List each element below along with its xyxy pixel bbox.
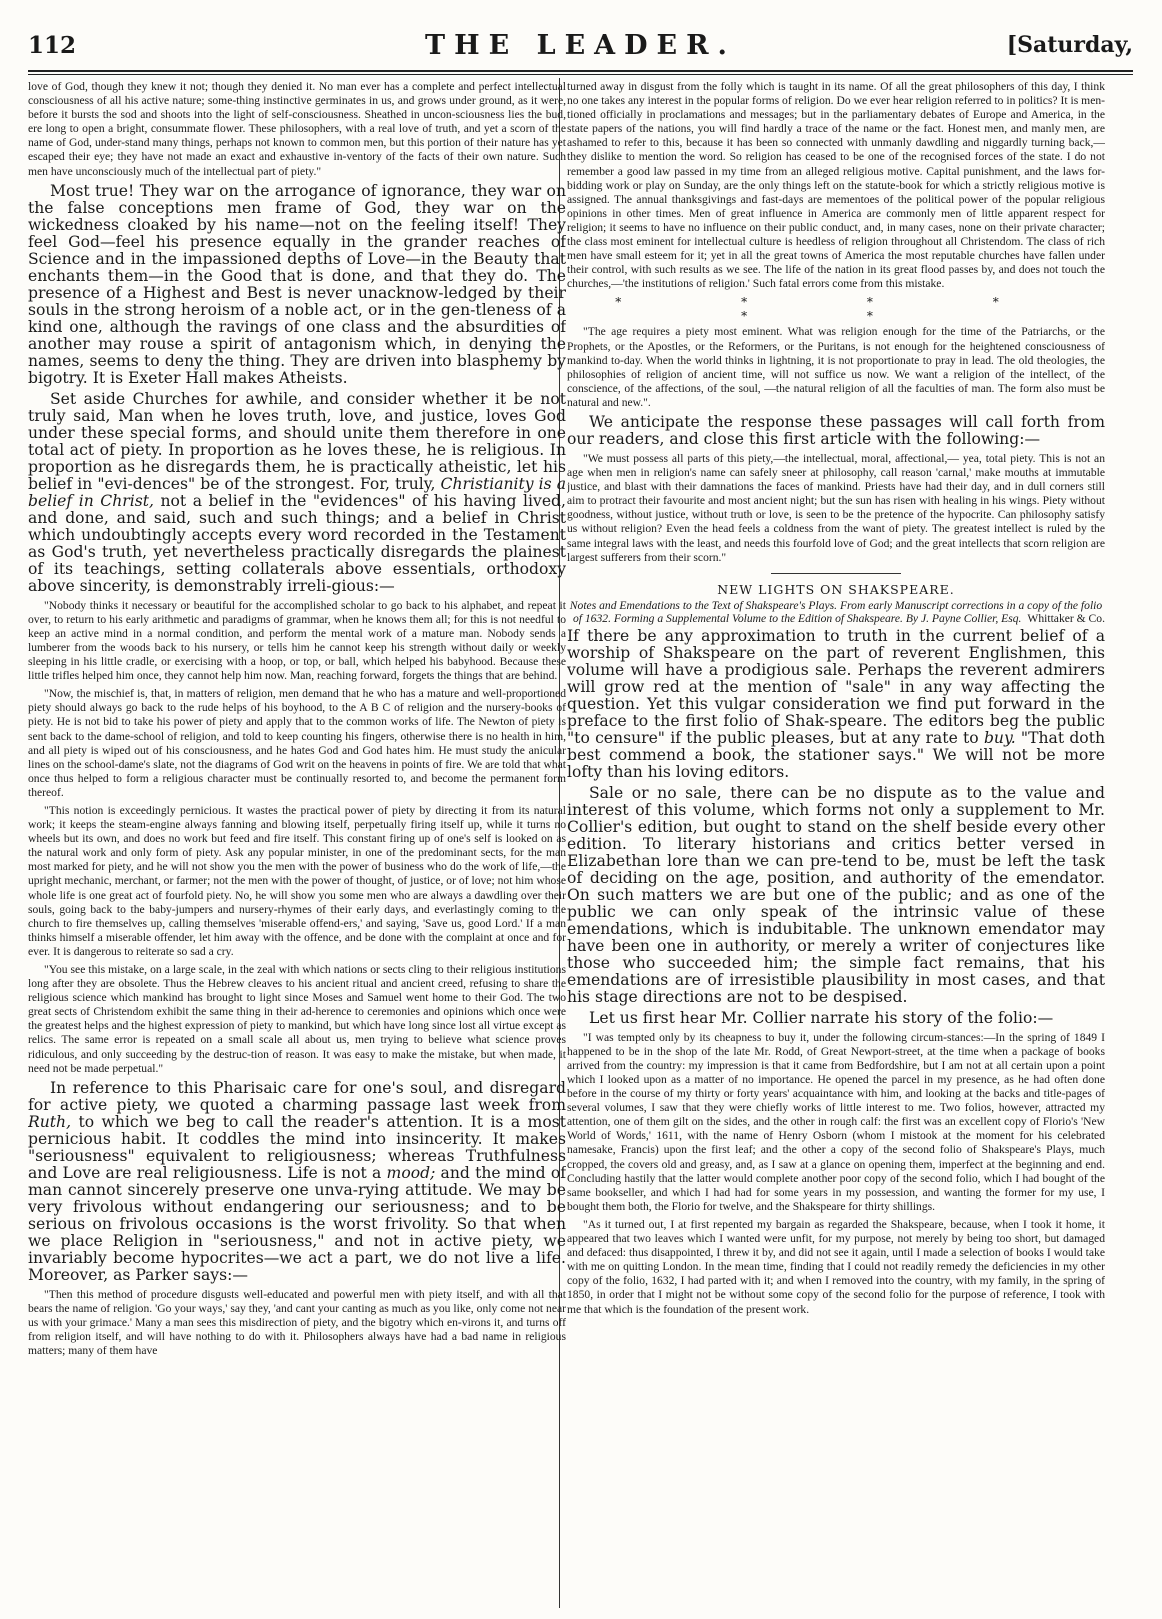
paragraph-we-anticipate: We anticipate the response these passages will call forth from our readers, and close this first article with the following:—: [567, 412, 1105, 448]
quote-we-must-possess: "We must possess all parts of this piety,—the intellectual, moral, affectional,— yea, total piety. This is not an age when men in religion's name can safely sneer at philosophy, call reason 'carnal,' make mouths at immutable justice, and blast with their damnations the faces of mankind. Priests have had their day, and in dull corners still aim to protract their favourite and most ancient night; but the sun has risen with healing in his wings. Piety without goodness, without justice, without truth or love, is seen to be the pretence of the hypocrite. Can philosophy satisfy us without religion? Even the head feels a coldness from the want of piety. The greatest intellect is ruled by the same integral laws with the least, and needs this fourfold love of God; and the great intellects that scorn religion are largest sufferers from their scorn.": [567, 451, 1105, 564]
text-run: In reference to this Pharisaic care for one's soul, and disregard for active piety, we quoted a charming passage last week from: [28, 1078, 566, 1114]
section-divider: [771, 573, 901, 574]
paragraph-most-true: Most true! They war on the arrogance of ignorance, they war on the false conceptions men frame of God, they war on the wickedness cloaked by his name—not on the feeling itself! They feel God—feel his presence equally in the grander reaches of Science and in the impassioned depths of Love—in the Beauty that enchants them—in the Good that is done, and that they do. The presence of a Highest and Best is never unacknow-ledged by their souls in the strong heroism of a noble act, or in the gen-tleness of a kind one, although the ravings of one class and the absurdities of another may rouse a spirit of antagonism which, in denying the names, seems to deny the thing. They are driven into blasphemy by bigotry. It is Exeter Hall makes Atheists.: [28, 181, 566, 387]
paragraph-pharisaic-care: [28, 1080, 566, 1284]
quote-continuation-philosophers: turned away in disgust from the folly which is taught in its name. Of all the great philosophers of this day, I think no one takes any interest in the popular forms of religion. Do we ever hear religion referred to in politics? It is men-tioned officially in proclamations and messages; but in the parliamentary debates of Europe and America, in the state papers of the nations, you will find hardly a trace of the name or the fact. Honest men, and manly men, are ashamed to refer to this, because it has been so connected with unmanly dawdling and niggardly turning back,—they dislike to mention the word. So religion has ceased to be one of the recognised forces of the state. I do not remember a good law passed in my time from an alleged religious motive. Capital punishment, and the laws for-bidding work or play on Sunday, are the only things left on the statute-book for which a strictly religious motive is assigned. The annual thanksgivings and fast-days are mementoes of the political power of the popular religious opinions in other times. Men of great influence in America are commonly men of little apparent respect for religion; it seems to have no influence on their public conduct, and, in many cases, none on their private character; the class most eminent for intellectual culture is heedless of religion throughout all Christendom. The class of rich men have small esteem for it; yet in all the great towns of America the most reputable churches have fallen under their control, with such results as we see. The life of the nation in its great flood passes by, and does not touch the churches,—'the institutions of religion.' Such fatal errors come from this mistake.: [567, 80, 1105, 291]
text-run: to which we beg to call the reader's attention. It is a most pernicious habit. It coddles the mind into insincerity. It makes "seriousness" equivalent to religiousness; whereas Truthfulness and Love are real religiousness. Life is not a: [28, 1112, 566, 1182]
right-column: [567, 80, 1105, 1600]
emphasis-buy: buy.: [983, 728, 1016, 747]
section-title: NEW LIGHTS ON SHAKSPEARE.: [717, 581, 955, 597]
page-number: 112: [28, 32, 77, 59]
quote-you-see-mistake: "You see this mistake, on a large scale, in the zeal with which nations or sects cling to their religious institutions long after they are obsolete. Thus the Hebrew cleaves to his ancient ritual and ancient creed, refusing to share the religious science which mankind has brought to light since Moses and Samuel went home to their God. The two great sects of Christendom exhibit the same thing in their ad-herence to ceremonies and opinions which once were the greatest helps and the highest expression of piety to mankind, but which have long since lost all virtue except as relics. The same error is repeated on a small scale all about us, men trying to believe what science proves ridiculous, and only succeeding by the destruc-tion of reason. It was easy to make the mistake, but when made, it need not be made perpetual.": [28, 963, 566, 1075]
text-run: "That doth best commend a book, the stationer says." We will not be more lofty than his loving editors.: [567, 728, 1105, 781]
text-run: not a belief in the "evidences" of his having lived, and done, and said, such and such things; and a belief in Christ which undoubtingly accepts every word recorded in the Testament as God's truth, yet nevertheless practically disregards the plainest of its teachings, setting collaterals above essentials, orthodoxy above sincerity, is demonstrably irreli-gious:—: [28, 491, 566, 595]
quote-age-requires: "The age requires a piety most eminent. What was religion enough for the time of the Patriarchs, or the Prophets, or the Apostles, or the Reformers, or the Puritans, is not enough for the heightened consciousness of mankind to-day. When the world thinks in lightning, it is not proportionate to pray in lead. The old theologies, the philosophies of religion of ancient time, will not suffice us now. We want a religion of the intellect, of the conscience, of the affections, of the soul, —the natural religion of all the faculties of man. The form also must be natural and new.".: [567, 325, 1105, 409]
newspaper-title: THE LEADER.: [425, 30, 736, 61]
ellipsis-stars: * * * * * *: [615, 295, 1057, 324]
emphasis-christianity: Christianity is a belief in Christ,: [28, 474, 566, 510]
quote-pernicious: "This notion is exceedingly pernicious. It wastes the practical power of piety by directing it from its natural work; it keeps the steam-engine always fanning and blowing itself, perpetually firing itself up, while it turns no wheels but its own, and does no work but feed and fire itself. This constant firing up of one's self is looked on as the natural work and only form of piety. Ask any popular minister, in one of the predominant sects, for the man most marked for piety, and he will not show you the men with the power of business who do the work of life,—the upright mechanic, merchant, or farmer; not the men with the power of thought, of justice, or of love; not him whose whole life is one great act of fourfold piety. No, he will show you some men who are always a dawdling over their souls, going back to the baby-jumpers and nursery-rhymes of their early days, and everlastingly coming to the church to fire themselves up, calling themselves 'miserable offend-ers,' and saying, 'Save us, good Lord.' If a man thinks himself a miserable offender, let him away with the offence, and be done with the complaint at once and for ever. It is dangerous to reiterate so sad a cry.: [28, 803, 566, 958]
quote-mischief: "Now, the mischief is, that, in matters of religion, men demand that he who has a mature and well-proportioned piety should always go back to the rude helps of his boyhood, to the A B C of religion and the nursery-books of piety. He is not bid to take his power of piety and apply that to the common works of life. The Newton of piety is sent back to the dame-school of religion, and told to keep counting his fingers, otherwise there is no health in him, and all piety is wiped out of his consciousness, and he hates God and God hates him. He must study the anicular lines on the school-dame's slate, not the diagrams of God writ on the heavens in points of fire. We are told that what once thus helped to form a religious character must be continually resorted to, and become the permanent form thereof.: [28, 687, 566, 799]
left-column: [28, 80, 566, 1600]
header-rule-thin: [28, 74, 1133, 75]
paragraph-sale-or-no-sale: Sale or no sale, there can be no dispute as to the value and interest of this volume, which forms not only a supplement to Mr. Collier's edition, but ought to stand on the shelf beside every other edition. To literary historians and critics better versed in Elizabethan lore than we can pre-tend to be, must be left the task of deciding on the age, position, and authority of the emendator. On such matters we are but one of the public; and as one of the public we can only speak of the intrinsic value of these emendations, which is indubitable. The unknown emendator may have been one in authority, or merely a writer of conjectures like those who succeeded him; the simple fact remains, that his emendations are of irresistible plausibility in most cases, and that his stage directions are not to be despised.: [567, 783, 1105, 1006]
header-rule: [28, 70, 1133, 72]
quote-turned-out: "As it turned out, I at first repented my bargain as regarded the Shakspeare, because, when I took it home, it appeared that two leaves which I wanted were unfit, for my purpose, not merely by being too short, but damaged and defaced: thus disappointed, I threw it by, and did not see it again, until I made a selection of books I would take with me on quitting London. In the mean time, finding that I could not readily remedy the deficiencies in my other copy of the folio, 1632, I had parted with it; and when I removed into the country, with my family, in the spring of 1850, in order that I might not be without some copy of the second folio for the purpose of reference, I took with me that which is the foundation of the present work.: [567, 1217, 1105, 1316]
book-citation: [567, 599, 1105, 625]
text-run: and the mind of man cannot sincerely preserve one unva-rying attitude. We may be very frivolous without endangering our seriousness; and to be serious on frivolous occasions is the worst frivolity. So that when we place Religion in "seriousness," and not in active piety, we invariably become hypocrites—we act a part, we do not live a life. Moreover, as Parker says:—: [28, 1163, 566, 1284]
citation-text: Notes and Emendations to the Text of Shakspeare's Plays. From early Manuscript corrections in a copy of the folio of 1632. Forming a Supplemental Volume to the Edition of Shakspeare. By J. Payne Collier, Esq.: [569, 598, 1103, 625]
paragraph-approximation: [567, 628, 1105, 781]
text-run: If there be any approximation to truth in the current belief of a worship of Shakspeare on the part of reverent Englishmen, this volume will have a prodigious sale. Perhaps the reverent admirers will grow red at the mention of "sale" in any way affecting the question. Yet this vulgar consideration we find put forward in the preface to the first folio of Shak-speare. The editors beg the public "to censure" if the public pleases, but at any rate to: [567, 626, 1105, 747]
emphasis-mood: mood;: [386, 1163, 436, 1182]
masthead: [28, 28, 1133, 64]
issue-day: [Saturday,: [1006, 32, 1133, 58]
publisher: Whittaker & Co.: [1027, 611, 1105, 625]
quote-tempted: "I was tempted only by its cheapness to buy it, under the following circum-stances:—In the spring of 1849 I happened to be in the shop of the late Mr. Rodd, of Great Newport-street, at the time when a package of books arrived from the country: my impression is that it came from Bedfordshire, but I am not at all certain upon a point which I looked upon as a matter of no importance. He opened the parcel in my presence, as he had often done before in the course of my thirty or forty years' acquaintance with him, and looking at the backs and title-pages of several volumes, I saw that they were chiefly works of little interest to me. Two folios, however, attracted my attention, one of them gilt on the sides, and the other in rough calf: the first was an excellent copy of Florio's 'New World of Words,' 1611, with the name of Henry Osborn (whom I mistook at the moment for his celebrated namesake, Francis) upon the first leaf; and the other a copy of the second folio of Shakspeare's Plays, much cropped, the covers old and greasy, and, as I saw at a glance on opening them, imperfect at the beginning and end. Concluding hastily that the latter would complete another poor copy of the second folio, which I had bought of the same bookseller, and which I had had for some years in my possession, and wanting the former for my use, I bought them both, the Florio for twelve, and the Shakspeare for thirty shillings.: [567, 1030, 1105, 1213]
paragraph-collier-story: Let us first hear Mr. Collier narrate his story of the folio:—: [589, 1008, 1054, 1027]
text-run: Set aside Churches for awhile, and consider whether it be not truly said, Man when he loves truth, love, and justice, loves God under these special forms, and should unite them therefore in one total act of piety. In proportion as he loves these, he is religious. In proportion as he disregards them, he is practically atheistic, let his belief in "evi-dences" be of the strongest. For, truly,: [28, 389, 566, 493]
quote-nobody-thinks: "Nobody thinks it necessary or beautiful for the accomplished scholar to go back to his alphabet, and repeat it over, to return to his early arithmetic and paradigms of grammar, when he knows them all; for this is not needful to keep an active mind in a normal condition, and perform the mental work of a mature man. Nobody sends a lumberer from the woods back to his nursery, or tells him he cannot keep his strength without daily or weekly sleeping in his little cradle, or exercising with a hoop, or top, or ball, which helped his babyhood. Because these little trifles helped him once, they cannot help him now. Man, reaching forward, forgets the things that are behind.: [28, 598, 566, 683]
quote-parker: "Then this method of procedure disgusts well-educated and powerful men with piety itself, and with all that bears the name of religion. 'Go your ways,' say they, 'and cant your canting as much as you like, only come not near us with your grimace.' Many a man sees this misdirection of piety, and the bigotry which en-virons it, and turns off from religion itself, and will have nothing to do with it. Philosophers always have had a bad name in religious matters; many of them have: [28, 1287, 566, 1358]
paragraph-set-aside-churches: [28, 391, 566, 595]
quote-continuation: love of God, though they knew it not; though they denied it. No man ever has a complete and perfect intellectual consciousness of all his active nature; some-thing instinctive germinates in us, and grows under ground, as it were, before it bursts the sod and shoots into the light of self-consciousness. Sheathed in uncon-sciousness lies the bud, ere long to open a bright, consummate flower. These philosophers, with a real love of truth, and yet a scorn of the name of God, under-stand many things, perhaps not known to common men, but this portion of their nature has yet escaped their eye; they have not made an exact and exhaustive in-ventory of the facts of their own nature. Such men have unconsciously much of the intellectual part of piety.": [28, 80, 566, 178]
emphasis-ruth: Ruth,: [28, 1112, 72, 1131]
